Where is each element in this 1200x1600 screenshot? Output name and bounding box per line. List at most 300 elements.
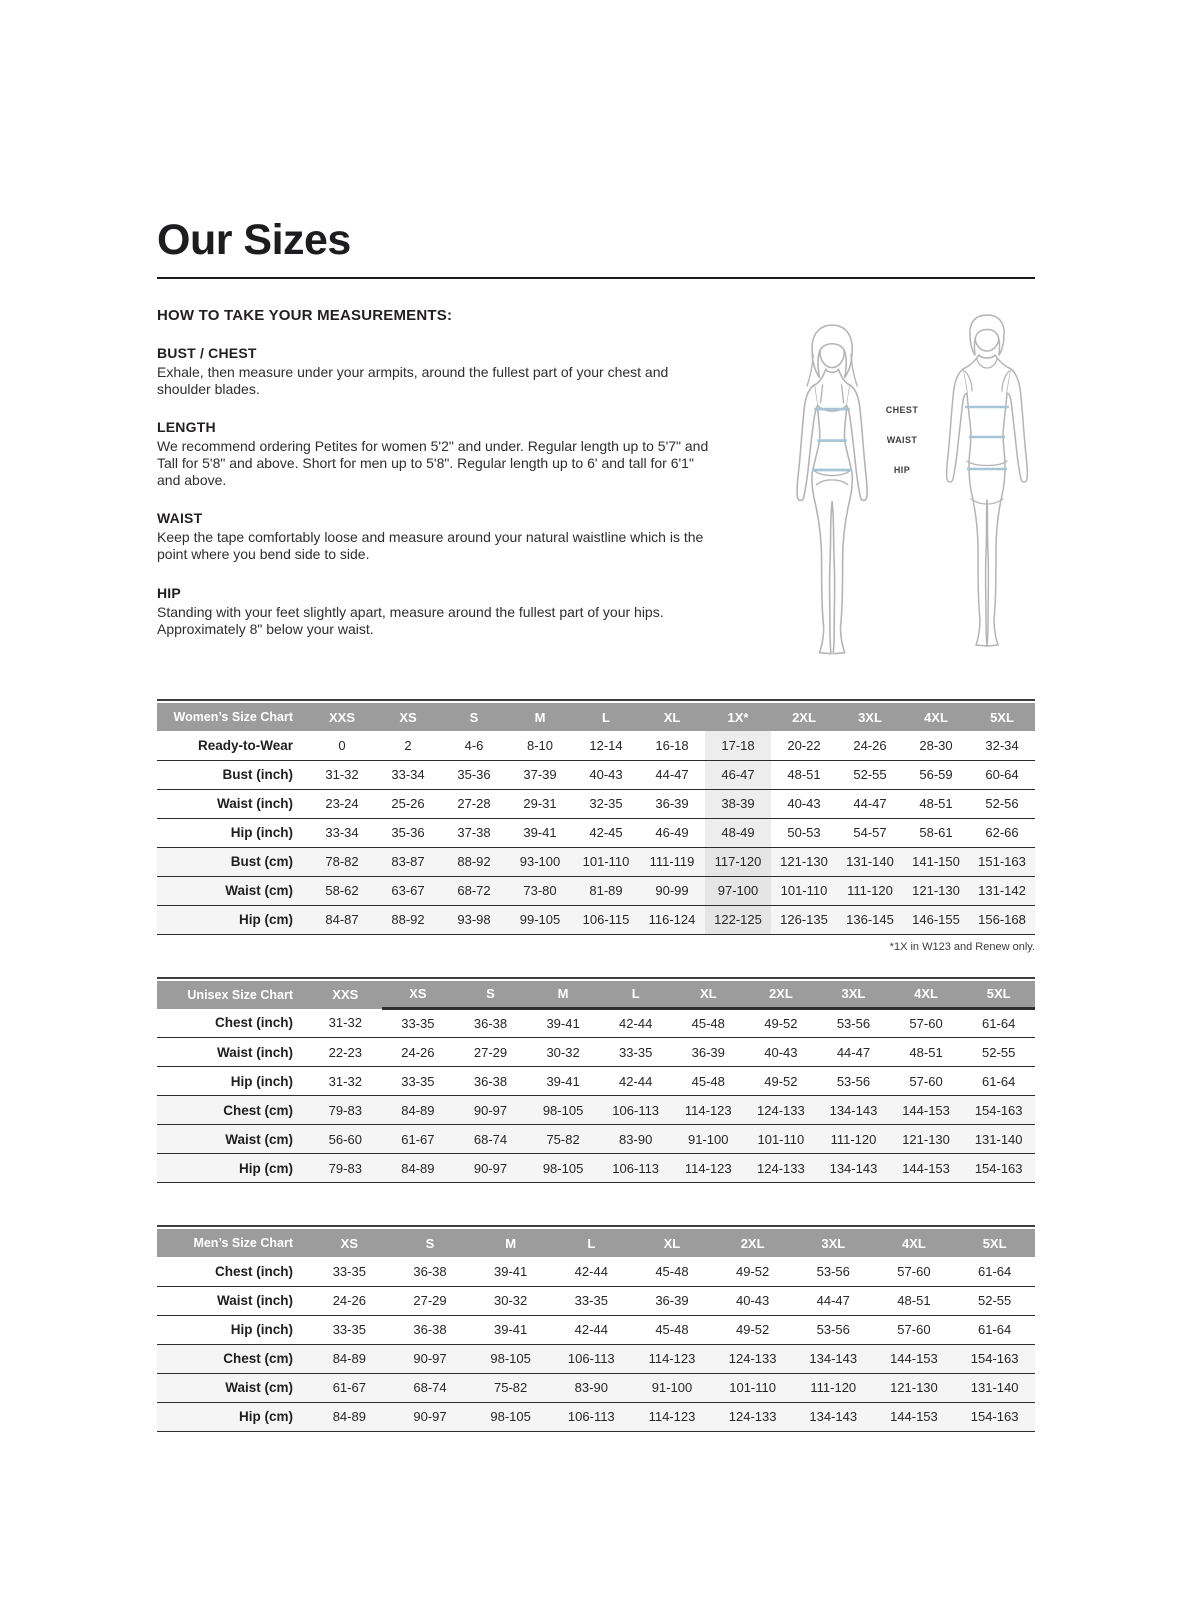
value-cell: 101-110 (712, 1373, 793, 1402)
section-text: Standing with your feet slightly apart, measure around the fullest part of your hips. Approximately 8" below your waist. (157, 603, 664, 637)
value-cell: 91-100 (672, 1125, 745, 1154)
value-cell: 114-123 (632, 1344, 713, 1373)
value-cell: 39-41 (470, 1315, 551, 1344)
value-cell: 83-90 (599, 1125, 672, 1154)
value-cell: 83-87 (375, 847, 441, 876)
chart-title-cell: Unisex Size Chart (157, 981, 309, 1009)
table-row-hip-inch- (157, 1067, 1035, 1096)
mens-size-chart (157, 1225, 1035, 1432)
measurement-section-2 (157, 419, 757, 489)
value-cell: 98-105 (470, 1344, 551, 1373)
value-cell: 91-100 (632, 1373, 713, 1402)
value-cell: 31-32 (309, 760, 375, 789)
value-cell: 111-120 (817, 1125, 890, 1154)
row-label: Waist (inch) (157, 1286, 309, 1315)
table-row-waist-inch- (157, 789, 1035, 818)
hip-label: HIP (893, 465, 911, 475)
value-cell: 23-24 (309, 789, 375, 818)
value-cell: 33-35 (382, 1009, 455, 1038)
value-cell: 81-89 (573, 876, 639, 905)
male-body (963, 355, 1011, 646)
value-cell: 126-135 (771, 905, 837, 934)
row-label: Waist (cm) (157, 1373, 309, 1402)
table-row-hip-inch- (157, 1315, 1035, 1344)
measurement-section-4 (157, 585, 757, 638)
womens-size-chart (157, 699, 1035, 953)
unisex-size-chart (157, 977, 1035, 1184)
value-cell: 29-31 (507, 789, 573, 818)
chest-label: CHEST (885, 405, 919, 415)
value-cell: 101-110 (771, 876, 837, 905)
value-cell: 36-39 (632, 1286, 713, 1315)
value-cell: 131-140 (954, 1373, 1035, 1402)
value-cell: 39-41 (470, 1257, 551, 1286)
value-cell: 134-143 (817, 1154, 890, 1183)
value-cell: 45-48 (632, 1257, 713, 1286)
value-cell: 30-32 (470, 1286, 551, 1315)
female-figure (797, 325, 867, 654)
value-cell: 40-43 (745, 1038, 818, 1067)
value-cell: 62-66 (969, 818, 1035, 847)
value-cell: 36-38 (454, 1067, 527, 1096)
value-cell: 144-153 (874, 1344, 955, 1373)
value-cell: 48-49 (705, 818, 771, 847)
value-cell: 33-35 (309, 1315, 390, 1344)
value-cell: 79-83 (309, 1154, 382, 1183)
unisex-header (157, 981, 1035, 1009)
section-title: WAIST (157, 510, 203, 527)
value-cell: 32-35 (573, 789, 639, 818)
value-cell: 97-100 (705, 876, 771, 905)
value-cell: 134-143 (793, 1344, 874, 1373)
value-cell: 106-113 (551, 1402, 632, 1431)
value-cell: 90-97 (454, 1096, 527, 1125)
value-cell: 53-56 (817, 1067, 890, 1096)
value-cell: 101-110 (573, 847, 639, 876)
value-cell: 61-64 (954, 1315, 1035, 1344)
value-cell: 61-64 (962, 1009, 1035, 1038)
size-header-3XL: 3XL (793, 1229, 874, 1257)
value-cell: 24-26 (382, 1038, 455, 1067)
value-cell: 24-26 (309, 1286, 390, 1315)
value-cell: 36-38 (390, 1257, 471, 1286)
value-cell: 98-105 (527, 1096, 600, 1125)
table-row-waist-inch- (157, 1286, 1035, 1315)
unisex-size-table (157, 981, 1035, 1184)
value-cell: 57-60 (874, 1257, 955, 1286)
value-cell: 61-67 (382, 1125, 455, 1154)
row-label: Bust (cm) (157, 847, 309, 876)
value-cell: 124-133 (745, 1154, 818, 1183)
table-row-bust-cm- (157, 847, 1035, 876)
value-cell: 75-82 (470, 1373, 551, 1402)
value-cell: 39-41 (507, 818, 573, 847)
value-cell: 88-92 (441, 847, 507, 876)
row-label: Hip (cm) (157, 905, 309, 934)
chart-footnote: *1X in W123 and Renew only. (889, 940, 1035, 953)
row-label: Waist (cm) (157, 1125, 309, 1154)
value-cell: 48-51 (903, 789, 969, 818)
value-cell: 99-105 (507, 905, 573, 934)
row-label: Chest (inch) (157, 1257, 309, 1286)
value-cell: 111-120 (793, 1373, 874, 1402)
value-cell: 79-83 (309, 1096, 382, 1125)
value-cell: 35-36 (441, 760, 507, 789)
value-cell: 36-39 (639, 789, 705, 818)
value-cell: 141-150 (903, 847, 969, 876)
measurement-figures (757, 307, 1037, 661)
size-header-M: M (507, 703, 573, 731)
value-cell: 12-14 (573, 731, 639, 760)
value-cell: 60-64 (969, 760, 1035, 789)
measurement-section-3 (157, 510, 757, 563)
table-row-waist-cm- (157, 1373, 1035, 1402)
value-cell: 45-48 (672, 1067, 745, 1096)
size-header-XS: XS (382, 981, 455, 1009)
value-cell: 53-56 (793, 1257, 874, 1286)
value-cell: 39-41 (527, 1009, 600, 1038)
size-header-XXS: XXS (309, 703, 375, 731)
value-cell: 37-38 (441, 818, 507, 847)
size-header-5XL: 5XL (962, 981, 1035, 1009)
male-right-arm (1007, 369, 1027, 482)
measurement-instructions (157, 307, 757, 661)
size-header-2XL: 2XL (771, 703, 837, 731)
row-label: Hip (inch) (157, 1067, 309, 1096)
value-cell: 124-133 (712, 1402, 793, 1431)
value-cell: 45-48 (632, 1315, 713, 1344)
unisex-body (157, 1009, 1035, 1183)
table-row-bust-inch- (157, 760, 1035, 789)
value-cell: 17-18 (705, 731, 771, 760)
value-cell: 25-26 (375, 789, 441, 818)
value-cell: 58-62 (309, 876, 375, 905)
value-cell: 68-74 (454, 1125, 527, 1154)
section-title: BUST / CHEST (157, 345, 257, 361)
value-cell: 52-55 (954, 1286, 1035, 1315)
value-cell: 33-34 (375, 760, 441, 789)
value-cell: 90-99 (639, 876, 705, 905)
table-row-chest-inch- (157, 1257, 1035, 1286)
value-cell: 114-123 (672, 1154, 745, 1183)
value-cell: 111-120 (837, 876, 903, 905)
value-cell: 46-49 (639, 818, 705, 847)
value-cell: 33-35 (599, 1038, 672, 1067)
value-cell: 154-163 (962, 1154, 1035, 1183)
size-header-L: L (551, 1229, 632, 1257)
value-cell: 16-18 (639, 731, 705, 760)
value-cell: 36-39 (672, 1038, 745, 1067)
value-cell: 30-32 (527, 1038, 600, 1067)
row-label: Hip (inch) (157, 1315, 309, 1344)
value-cell: 36-38 (390, 1315, 471, 1344)
value-cell: 88-92 (375, 905, 441, 934)
value-cell: 49-52 (712, 1257, 793, 1286)
value-cell: 121-130 (890, 1125, 963, 1154)
table-row-hip-inch- (157, 818, 1035, 847)
value-cell: 124-133 (712, 1344, 793, 1373)
section-title: LENGTH (157, 419, 216, 436)
value-cell: 54-57 (837, 818, 903, 847)
value-cell: 52-55 (837, 760, 903, 789)
size-header-XS: XS (309, 1229, 390, 1257)
value-cell: 57-60 (890, 1009, 963, 1038)
size-header-XL: XL (639, 703, 705, 731)
waist-label: WAIST (886, 435, 918, 445)
row-label: Chest (cm) (157, 1096, 309, 1125)
value-cell: 24-26 (837, 731, 903, 760)
size-header-2XL: 2XL (745, 981, 818, 1009)
size-header-5XL: 5XL (969, 703, 1035, 731)
size-header-4XL: 4XL (874, 1229, 955, 1257)
value-cell: 93-100 (507, 847, 573, 876)
value-cell: 106-113 (551, 1344, 632, 1373)
table-row-waist-inch- (157, 1038, 1035, 1067)
value-cell: 83-90 (551, 1373, 632, 1402)
table-row-waist-cm- (157, 1125, 1035, 1154)
row-label: Hip (cm) (157, 1402, 309, 1431)
value-cell: 52-56 (969, 789, 1035, 818)
value-cell: 73-80 (507, 876, 573, 905)
chart-title-cell: Women’s Size Chart (157, 703, 309, 731)
value-cell: 40-43 (573, 760, 639, 789)
value-cell: 57-60 (874, 1315, 955, 1344)
value-cell: 151-163 (969, 847, 1035, 876)
value-cell: 0 (309, 731, 375, 760)
value-cell: 136-145 (837, 905, 903, 934)
header-row (157, 981, 1035, 1009)
value-cell: 44-47 (817, 1038, 890, 1067)
value-cell: 58-61 (903, 818, 969, 847)
womens-size-table (157, 703, 1035, 935)
value-cell: 49-52 (745, 1009, 818, 1038)
body-measurement-diagram (757, 309, 1037, 661)
mens-body (157, 1257, 1035, 1431)
value-cell: 61-67 (309, 1373, 390, 1402)
value-cell: 4-6 (441, 731, 507, 760)
value-cell: 48-51 (771, 760, 837, 789)
instruction-sections (157, 345, 757, 638)
value-cell: 121-130 (874, 1373, 955, 1402)
title-divider (157, 277, 1035, 279)
size-header-XS: XS (375, 703, 441, 731)
value-cell: 90-97 (390, 1344, 471, 1373)
value-cell: 49-52 (712, 1315, 793, 1344)
size-header-M: M (527, 981, 600, 1009)
value-cell: 42-44 (599, 1067, 672, 1096)
female-body (812, 369, 852, 654)
value-cell: 90-97 (390, 1402, 471, 1431)
value-cell: 44-47 (639, 760, 705, 789)
value-cell: 56-60 (309, 1125, 382, 1154)
value-cell: 84-87 (309, 905, 375, 934)
value-cell: 114-123 (672, 1096, 745, 1125)
value-cell: 27-28 (441, 789, 507, 818)
value-cell: 98-105 (527, 1154, 600, 1183)
value-cell: 106-113 (599, 1096, 672, 1125)
value-cell: 8-10 (507, 731, 573, 760)
value-cell: 31-32 (309, 1067, 382, 1096)
size-header-XXS: XXS (309, 981, 382, 1009)
value-cell: 144-153 (874, 1402, 955, 1431)
size-header-1X*: 1X* (705, 703, 771, 731)
value-cell: 78-82 (309, 847, 375, 876)
value-cell: 38-39 (705, 789, 771, 818)
size-header-5XL: 5XL (954, 1229, 1035, 1257)
size-header-S: S (390, 1229, 471, 1257)
value-cell: 84-89 (382, 1096, 455, 1125)
size-header-4XL: 4XL (890, 981, 963, 1009)
value-cell: 52-55 (962, 1038, 1035, 1067)
value-cell: 44-47 (793, 1286, 874, 1315)
value-cell: 114-123 (632, 1402, 713, 1431)
value-cell: 42-44 (599, 1009, 672, 1038)
value-cell: 33-35 (551, 1286, 632, 1315)
value-cell: 68-72 (441, 876, 507, 905)
size-header-3XL: 3XL (817, 981, 890, 1009)
value-cell: 75-82 (527, 1125, 600, 1154)
value-cell: 20-22 (771, 731, 837, 760)
value-cell: 40-43 (712, 1286, 793, 1315)
value-cell: 2 (375, 731, 441, 760)
value-cell: 61-64 (954, 1257, 1035, 1286)
value-cell: 134-143 (793, 1402, 874, 1431)
value-cell: 35-36 (375, 818, 441, 847)
section-title: HIP (157, 584, 181, 601)
value-cell: 131-140 (837, 847, 903, 876)
value-cell: 101-110 (745, 1125, 818, 1154)
size-header-L: L (599, 981, 672, 1009)
row-label: Waist (inch) (157, 789, 309, 818)
table-row-hip-cm- (157, 1402, 1035, 1431)
value-cell: 27-29 (454, 1038, 527, 1067)
value-cell: 63-67 (375, 876, 441, 905)
value-cell: 84-89 (382, 1154, 455, 1183)
value-cell: 22-23 (309, 1038, 382, 1067)
row-label: Bust (inch) (157, 760, 309, 789)
value-cell: 39-41 (527, 1067, 600, 1096)
value-cell: 53-56 (793, 1315, 874, 1344)
value-cell: 116-124 (639, 905, 705, 934)
row-label: Ready-to-Wear (157, 731, 309, 760)
value-cell: 61-64 (962, 1067, 1035, 1096)
value-cell: 48-51 (874, 1286, 955, 1315)
value-cell: 154-163 (962, 1096, 1035, 1125)
section-text: Exhale, then measure under your armpits, around the fullest part of your chest and shoulder blades. (157, 364, 669, 398)
table-row-ready-to-wear (157, 731, 1035, 760)
womens-body (157, 731, 1035, 934)
value-cell: 154-163 (954, 1402, 1035, 1431)
table-row-chest-cm- (157, 1344, 1035, 1373)
value-cell: 45-48 (672, 1009, 745, 1038)
size-header-L: L (573, 703, 639, 731)
value-cell: 42-45 (573, 818, 639, 847)
value-cell: 40-43 (771, 789, 837, 818)
measurements-heading: HOW TO TAKE YOUR MEASUREMENTS: (157, 307, 453, 324)
table-row-hip-cm- (157, 1154, 1035, 1183)
size-header-S: S (454, 981, 527, 1009)
size-header-S: S (441, 703, 507, 731)
value-cell: 117-120 (705, 847, 771, 876)
size-charts (157, 699, 1035, 1432)
value-cell: 121-130 (903, 876, 969, 905)
value-cell: 93-98 (441, 905, 507, 934)
measurement-section-1 (157, 345, 757, 398)
chart-title-cell: Men’s Size Chart (157, 1229, 309, 1257)
row-label: Hip (cm) (157, 1154, 309, 1183)
value-cell: 106-113 (599, 1154, 672, 1183)
value-cell: 122-125 (705, 905, 771, 934)
value-cell: 134-143 (817, 1096, 890, 1125)
mens-header (157, 1229, 1035, 1257)
value-cell: 28-30 (903, 731, 969, 760)
value-cell: 144-153 (890, 1096, 963, 1125)
value-cell: 121-130 (771, 847, 837, 876)
mens-size-table (157, 1229, 1035, 1432)
value-cell: 33-34 (309, 818, 375, 847)
value-cell: 111-119 (639, 847, 705, 876)
intro-section (157, 307, 1035, 661)
size-header-M: M (470, 1229, 551, 1257)
table-row-chest-inch- (157, 1009, 1035, 1038)
value-cell: 131-142 (969, 876, 1035, 905)
value-cell: 131-140 (962, 1125, 1035, 1154)
value-cell: 106-115 (573, 905, 639, 934)
size-header-XL: XL (632, 1229, 713, 1257)
value-cell: 32-34 (969, 731, 1035, 760)
value-cell: 42-44 (551, 1257, 632, 1286)
womens-header (157, 703, 1035, 731)
male-left-arm (947, 369, 967, 482)
row-label: Chest (inch) (157, 1009, 309, 1038)
value-cell: 146-155 (903, 905, 969, 934)
value-cell: 49-52 (745, 1067, 818, 1096)
row-label: Waist (inch) (157, 1038, 309, 1067)
value-cell: 84-89 (309, 1402, 390, 1431)
row-label: Chest (cm) (157, 1344, 309, 1373)
page-title: Our Sizes (157, 216, 351, 264)
size-guide-page (157, 0, 1035, 1432)
value-cell: 53-56 (817, 1009, 890, 1038)
value-cell: 46-47 (705, 760, 771, 789)
value-cell: 68-74 (390, 1373, 471, 1402)
value-cell: 90-97 (454, 1154, 527, 1183)
table-row-hip-cm- (157, 905, 1035, 934)
value-cell: 144-153 (890, 1154, 963, 1183)
value-cell: 33-35 (309, 1257, 390, 1286)
value-cell: 154-163 (954, 1344, 1035, 1373)
header-row (157, 703, 1035, 731)
value-cell: 27-29 (390, 1286, 471, 1315)
value-cell: 42-44 (551, 1315, 632, 1344)
value-cell: 56-59 (903, 760, 969, 789)
value-cell: 156-168 (969, 905, 1035, 934)
table-row-waist-cm- (157, 876, 1035, 905)
table-row-chest-cm- (157, 1096, 1035, 1125)
section-text: Keep the tape comfortably loose and measure around your natural waistline which is the point where you bend side to side. (157, 529, 704, 563)
value-cell: 44-47 (837, 789, 903, 818)
value-cell: 98-105 (470, 1402, 551, 1431)
value-cell: 36-38 (454, 1009, 527, 1038)
size-header-3XL: 3XL (837, 703, 903, 731)
value-cell: 57-60 (890, 1067, 963, 1096)
row-label: Waist (cm) (157, 876, 309, 905)
value-cell: 37-39 (507, 760, 573, 789)
value-cell: 31-32 (309, 1009, 382, 1038)
size-header-2XL: 2XL (712, 1229, 793, 1257)
header-row (157, 1229, 1035, 1257)
value-cell: 124-133 (745, 1096, 818, 1125)
